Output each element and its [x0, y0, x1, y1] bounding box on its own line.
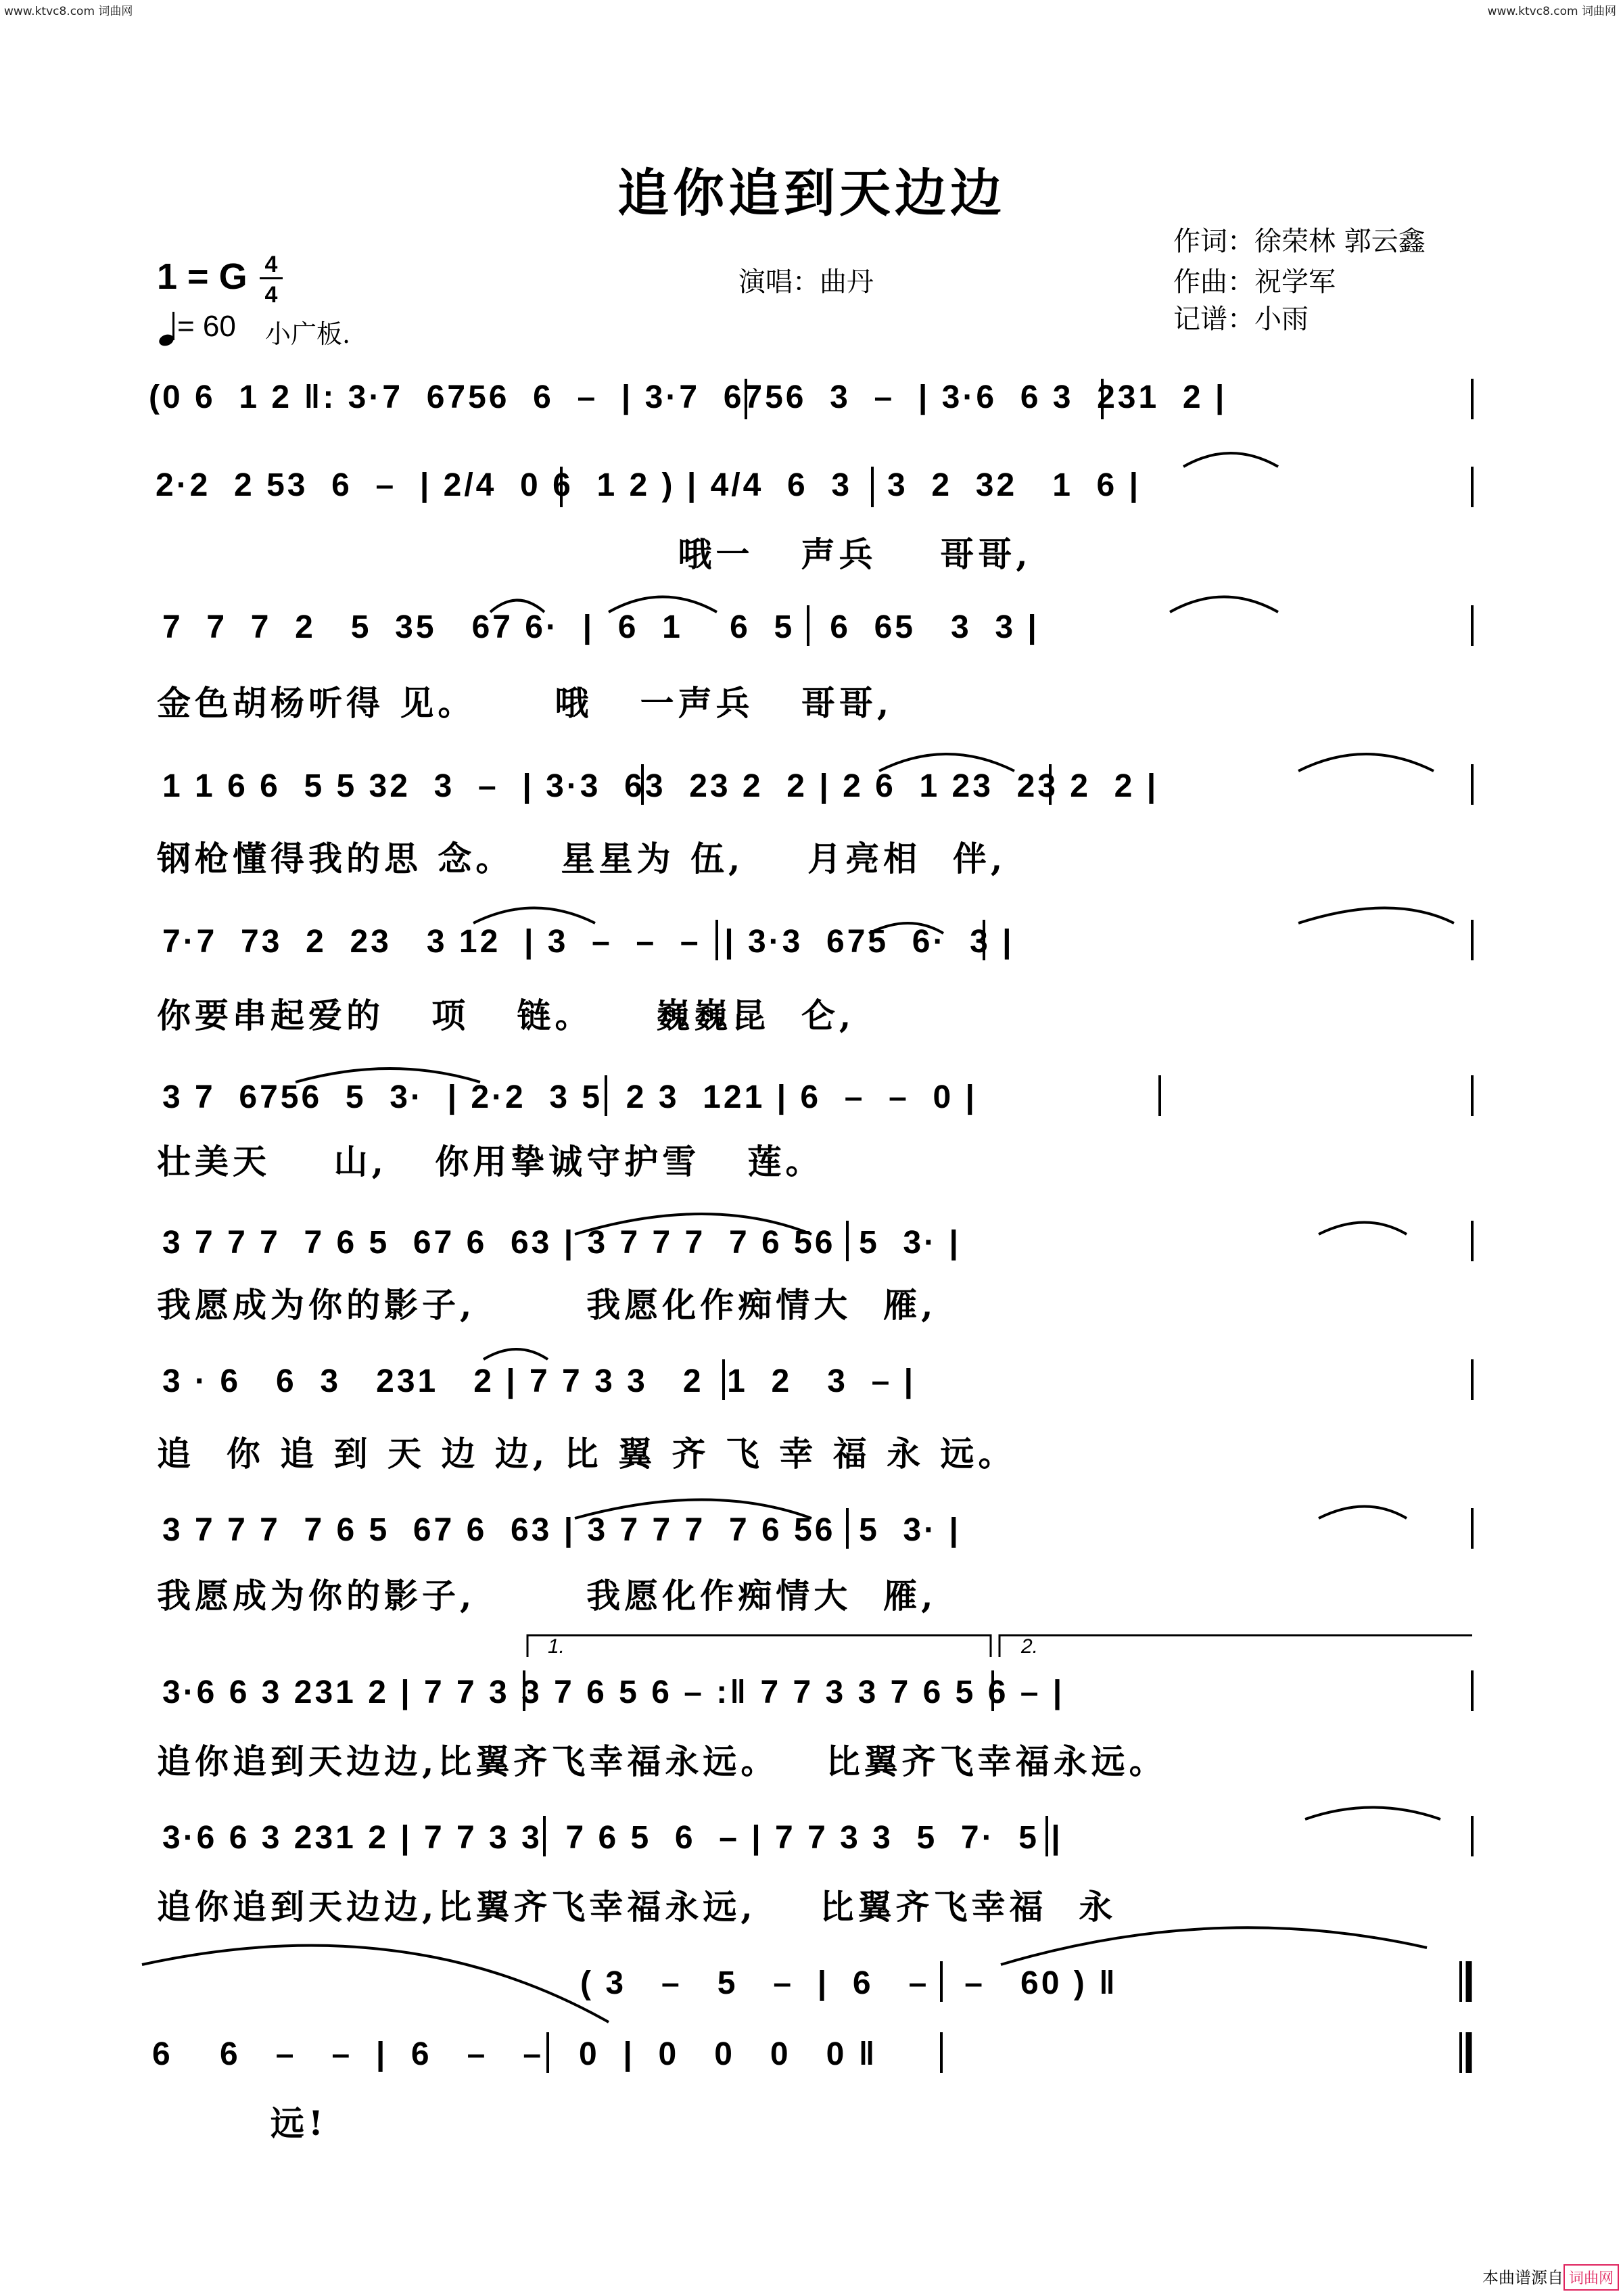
system-9-notes: 3 7 7 7 7 6 5 67 6 63 | 3 7 7 7 7 6 56 5 3· | [162, 1512, 961, 1548]
system-5-notes: 7·7 73 2 23 3 12 | 3 – – – | 3·3 675 6· 3 | [162, 924, 1014, 960]
singer: 演唱：曲丹 [738, 266, 874, 298]
system-11-notes: 3·6 6 3 231 2 | 7 7 3 3 7 6 5 6 – | 7 7 3 3 5 7· 5 | [162, 1820, 1063, 1856]
system-3-lyrics: 金色胡杨听得 见。 哦 一声兵 哥哥, [157, 683, 893, 723]
system-4-lyrics: 钢枪懂得我的思 念。 星星为 伍, 月亮相 伴, [157, 839, 1007, 878]
composer: 作曲：祝学军 [1173, 266, 1336, 298]
system-1-notes: (0 6 1 2 ‖: 3·7 6756 6 – | 3·7 6756 3 – | 3·6 6 3 231 2 | [149, 379, 1227, 415]
footer-source-text: 本曲谱源自 [1482, 2268, 1563, 2287]
system-3-notes: 7 7 7 2 5 35 67 6· | 6 1 6 5 6 65 3 3 | [162, 609, 1039, 645]
system-11-lyrics: 追你追到天边边,比翼齐飞幸福永远, 比翼齐飞幸福 永 [157, 1887, 1117, 1927]
system-8-lyrics: 追 你 追 到 天 边 边, 比 翼 齐 飞 幸 福 永 远。 [157, 1434, 1016, 1474]
watermark-top-right: www.ktvc8.com 词曲网 [1487, 5, 1616, 18]
system-2-lyrics: 哦一 声兵 哥哥, [156, 534, 1032, 574]
volta-1-label: 1. [548, 1635, 565, 1658]
system-12-notes: 6 6 – – | 6 – – 0 | 0 0 0 0 ‖ [152, 2036, 878, 2072]
tempo-text: 小广板. [265, 319, 351, 349]
system-12-lyrics: 远! [270, 2103, 327, 2143]
system-2-notes: 2·2 2 53 6 – | 2/4 0 6 1 2 ) | 4/4 6 3 3 2 32 1 6 | [156, 467, 1142, 503]
lyricist: 作词：徐荣林 郭云鑫 [1173, 226, 1426, 257]
system-5-lyrics: 你要串起爱的 项 链。 巍巍昆 仑, [157, 995, 855, 1035]
system-6-notes: 3 7 6756 5 3· | 2·2 3 5 2 3 121 | 6 – – 0 | [162, 1079, 977, 1115]
time-numerator: 4 [264, 252, 278, 277]
footer-badge: 词曲网 [1563, 2264, 1619, 2291]
system-10-notes: 3·6 6 3 231 2 | 7 7 3 3 7 6 5 6 – :‖ 7 7 3 3 7 6 5 6 – | [162, 1674, 1065, 1710]
key-signature: 1 = G [157, 256, 248, 297]
system-9-lyrics: 我愿成为你的影子, 我愿化作痴情大 雁, [157, 1576, 937, 1616]
system-10-lyrics: 追你追到天边边,比翼齐飞幸福永远。 比翼齐飞幸福永远。 [157, 1741, 1167, 1781]
system-4-notes: 1 1 6 6 5 5 32 3 – | 3·3 63 23 2 2 | 2 6 1 23 23 2 2 | [162, 768, 1159, 804]
system-12-upper-notes: ( 3 – 5 – | 6 – – 60 ) ‖ [580, 1965, 1118, 2001]
watermark-top-left: www.ktvc8.com 词曲网 [4, 5, 133, 18]
transcriber: 记谱：小雨 [1173, 304, 1309, 335]
page-title: 追你追到天边边 [617, 163, 1006, 223]
system-7-notes: 3 7 7 7 7 6 5 67 6 63 | 3 7 7 7 7 6 56 5 3· | [162, 1225, 961, 1261]
tempo-value: = 60 [177, 310, 236, 343]
system-8-notes: 3 · 6 6 3 231 2 | 7 7 3 3 2 1 2 3 – | [162, 1363, 916, 1399]
system-6-lyrics: 壮美天 山, 你用挚诚守护雪 莲。 [157, 1142, 824, 1181]
time-denominator: 4 [264, 282, 278, 308]
volta-2-label: 2. [1021, 1635, 1039, 1658]
system-7-lyrics: 我愿成为你的影子, 我愿化作痴情大 雁, [157, 1285, 937, 1325]
